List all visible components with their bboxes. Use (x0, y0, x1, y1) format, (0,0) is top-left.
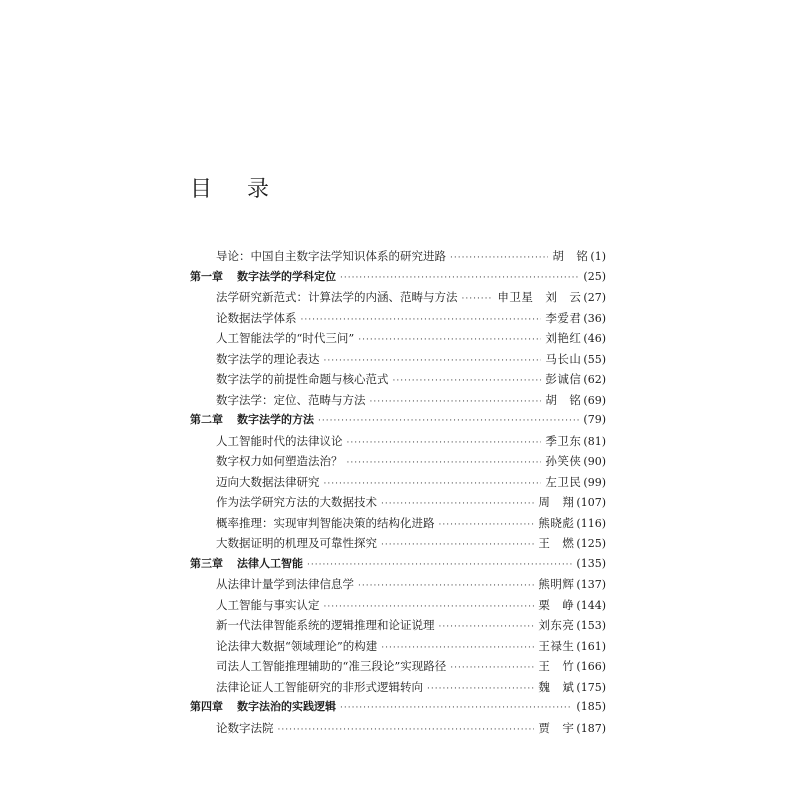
toc-chapter-name: 数字法治的实践逻辑 (237, 700, 336, 713)
toc-dot-leader (381, 638, 534, 659)
toc-section-row (190, 308, 606, 329)
toc-author: 刘东亮 (538, 618, 575, 632)
toc-section-row (190, 677, 606, 698)
toc-section-row (190, 349, 606, 370)
toc-section-title: 人工智能与事实认定 (216, 597, 320, 612)
toc-dot-leader (393, 371, 542, 392)
toc-page-number: (137) (576, 578, 606, 591)
toc-section-row (190, 636, 606, 657)
toc-chapter-title (190, 410, 314, 431)
toc-dot-leader (370, 392, 542, 413)
toc-page-number: (90) (583, 455, 606, 468)
toc-page-number: (166) (576, 660, 606, 673)
toc-chapter-title (190, 267, 336, 288)
toc-page-number: (144) (576, 598, 606, 612)
toc-dot-leader (381, 494, 534, 515)
toc-page-number: (175) (576, 680, 606, 694)
toc-section-title: 数字法学：定位、范畴与方法 (216, 392, 366, 407)
toc-section-row (190, 513, 606, 534)
toc-dot-leader (324, 597, 535, 618)
toc-chapter-row (190, 554, 606, 575)
toc-section-title: 概率推理：实现审判智能决策的结构化进路 (216, 515, 435, 530)
toc-chapter-number: 第二章 (190, 413, 223, 426)
table-of-contents (190, 246, 606, 738)
toc-author: 李爱君 (545, 310, 582, 325)
toc-author: 刘艳红 (545, 331, 582, 345)
toc-chapter-row (190, 267, 606, 288)
toc-section-title: 论数据法学体系 (216, 310, 297, 325)
toc-dot-leader (450, 248, 548, 269)
toc-chapter-title (190, 697, 336, 718)
toc-section-title: 数字权力如何塑造法治？ (216, 454, 343, 468)
toc-section-row (190, 656, 606, 677)
toc-section-row (190, 369, 606, 390)
toc-dot-leader (439, 515, 535, 536)
toc-author: 周 翔 (538, 495, 575, 509)
toc-dot-leader (347, 433, 542, 454)
toc-section-title: 数字法学的前提性命题与核心范式 (216, 372, 389, 386)
toc-section-row (190, 492, 606, 513)
toc-chapter-row (190, 410, 606, 431)
toc-chapter-number: 第三章 (190, 556, 223, 570)
toc-dot-leader (324, 474, 542, 495)
page-title: 目 录 (190, 177, 283, 202)
toc-page-number: (161) (576, 639, 606, 653)
toc-page-number: (153) (576, 619, 606, 632)
toc-page-number: (1) (590, 250, 606, 263)
toc-section-title: 从法律计量学到法律信息学 (216, 577, 354, 591)
toc-author: 申卫星 刘 云 (497, 290, 582, 304)
toc-section-title: 论法律大数据“领域理论”的构建 (216, 638, 378, 653)
toc-chapter-title (190, 554, 303, 575)
toc-section-title: 法学研究新范式：计算法学的内涵、范畴与方法 (216, 290, 458, 304)
toc-chapter-name: 法律人工智能 (237, 556, 303, 570)
toc-section-title: 新一代法律智能系统的逻辑推理和论证说理 (216, 618, 435, 632)
toc-section-row (190, 533, 606, 554)
toc-page-number: (69) (583, 393, 606, 407)
toc-dot-leader (450, 658, 534, 679)
toc-page-number: (55) (583, 352, 606, 366)
toc-dot-leader (318, 411, 579, 432)
toc-author: 胡 铭 (545, 392, 582, 407)
toc-dot-leader (462, 289, 494, 310)
toc-section-title: 作为法学研究方法的大数据技术 (216, 495, 377, 509)
toc-section-row (190, 718, 606, 739)
toc-section-row (190, 574, 606, 595)
toc-author: 贾 宇 (538, 720, 575, 735)
toc-author: 季卫东 (545, 433, 582, 448)
toc-page-number: (27) (583, 291, 606, 304)
toc-section-row (190, 451, 606, 472)
toc-author: 左卫民 (545, 474, 582, 489)
toc-dot-leader (340, 268, 579, 289)
toc-chapter-name: 数字法学的方法 (237, 413, 314, 426)
toc-section-row (190, 328, 606, 349)
toc-page-number: (36) (583, 311, 606, 325)
toc-section-title: 论数字法院 (216, 720, 274, 735)
toc-chapter-number: 第四章 (190, 700, 223, 713)
toc-section-title: 大数据证明的机理及可靠性探究 (216, 536, 377, 550)
toc-section-title: 法律论证人工智能研究的非形式逻辑转向 (216, 679, 423, 694)
toc-chapter-row (190, 697, 606, 718)
toc-page-number: (107) (576, 496, 606, 509)
toc-author: 王 燃 (538, 536, 575, 550)
toc-section-title: 司法人工智能推理辅助的“准三段论”实现路径 (216, 659, 447, 673)
toc-page-number: (62) (583, 373, 606, 386)
toc-page-number: (116) (576, 516, 606, 530)
toc-dot-leader (340, 698, 572, 719)
toc-dot-leader (301, 310, 542, 331)
toc-author: 栗 峥 (538, 597, 575, 612)
toc-section-row (190, 287, 606, 308)
toc-author: 熊晓彪 (538, 515, 575, 530)
toc-section-title: 人工智能法学的“时代三问” (216, 331, 355, 345)
toc-dot-leader (358, 576, 534, 597)
toc-author: 孙笑侠 (545, 454, 582, 468)
toc-chapter-name: 数字法学的学科定位 (237, 269, 336, 283)
toc-section-row (190, 390, 606, 411)
toc-dot-leader (427, 679, 534, 700)
toc-page-number: (79) (583, 413, 606, 426)
toc-dot-leader (358, 330, 541, 351)
toc-author: 熊明辉 (538, 577, 575, 591)
toc-page-number: (125) (576, 537, 606, 550)
toc-section-row (190, 615, 606, 636)
toc-dot-leader (439, 617, 535, 638)
toc-section-row (190, 595, 606, 616)
toc-author: 魏 斌 (538, 679, 575, 694)
toc-page-number: (99) (583, 475, 606, 489)
toc-author: 马长山 (545, 351, 582, 366)
toc-section-row (190, 472, 606, 493)
toc-section-title: 导论：中国自主数字法学知识体系的研究进路 (216, 249, 446, 263)
toc-page-number: (187) (576, 721, 606, 735)
toc-section-title: 人工智能时代的法律议论 (216, 433, 343, 448)
toc-page-number: (46) (583, 332, 606, 345)
toc-dot-leader (381, 535, 534, 556)
toc-author: 彭诚信 (545, 372, 582, 386)
toc-dot-leader (278, 720, 535, 741)
toc-dot-leader (307, 555, 572, 576)
toc-page-number: (135) (576, 556, 606, 570)
toc-chapter-number: 第一章 (190, 269, 223, 283)
toc-dot-leader (347, 453, 542, 474)
toc-section-row (190, 246, 606, 267)
toc-section-title: 迈向大数据法律研究 (216, 474, 320, 489)
toc-author: 胡 铭 (552, 249, 589, 263)
toc-section-row (190, 431, 606, 452)
toc-section-title: 数字法学的理论表达 (216, 351, 320, 366)
toc-author: 王禄生 (538, 638, 575, 653)
toc-dot-leader (324, 351, 542, 372)
toc-page-number: (185) (576, 700, 606, 713)
toc-page-number: (25) (583, 269, 606, 283)
toc-author: 王 竹 (538, 659, 575, 673)
toc-page-number: (81) (583, 434, 606, 448)
